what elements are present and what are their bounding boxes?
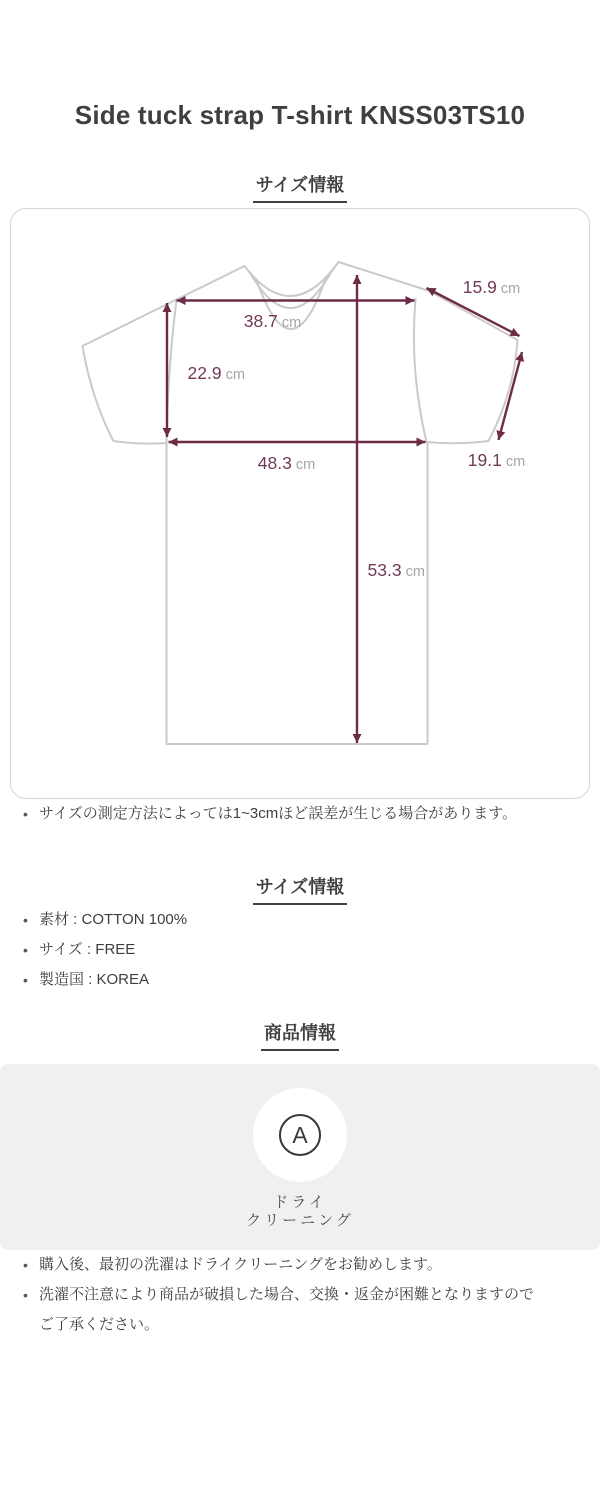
spec-item-material: • 素材 : COTTON 100% <box>22 905 590 935</box>
spec-list <box>0 905 600 995</box>
spec-item-country: • 製造国 : KOREA <box>22 965 590 995</box>
measurement-shoulder-width: 38.7 cm <box>243 311 302 331</box>
sleeve-opening-arrow <box>499 352 523 440</box>
size-diagram <box>11 209 588 797</box>
dry-clean-symbol <box>253 1064 347 1182</box>
dry-cleaning-icon: A <box>279 1114 321 1156</box>
care-label-line2: クリーニング <box>246 1211 354 1229</box>
measurement-armhole-depth: 22.9 cm <box>187 363 245 383</box>
measurement-sleeve-opening: 19.1 cm <box>467 450 526 470</box>
size-info-heading: サイズ情報 <box>0 175 600 203</box>
measurement-total-length: 53.3 cm <box>367 560 425 580</box>
tshirt-outline <box>83 262 521 744</box>
size-note-item: • サイズの測定方法によっては1~3cmほど誤差が生じる場合があります。 <box>22 799 590 829</box>
product-info-heading: 商品情報 <box>0 1023 600 1051</box>
spec-item-size: • サイズ : FREE <box>22 935 590 965</box>
collar-inner <box>250 268 334 308</box>
collar-outer <box>245 262 339 296</box>
product-title: Side tuck strap T-shirt KNSS03TS10 <box>74 100 526 130</box>
right-armhole-seam <box>414 299 427 442</box>
care-note-list <box>0 1250 600 1340</box>
care-label-line1: ドライ <box>273 1194 327 1211</box>
care-symbol-background <box>253 1088 347 1182</box>
care-note-item: • 洗濯不注意により商品が破損した場合、交換・返金が困難となりますのでご了承ください。 <box>22 1280 541 1340</box>
measurement-sleeve-length: 15.9 cm <box>462 277 521 297</box>
measurement-arrows <box>167 275 522 743</box>
care-panel <box>0 1064 600 1250</box>
size-diagram-card <box>10 208 590 799</box>
measurement-chest-width: 48.3 cm <box>257 453 316 473</box>
size-note-list <box>0 799 600 829</box>
care-symbol-label <box>0 1194 600 1229</box>
care-note-item: • 購入後、最初の洗濯はドライクリーニングをお勧めします。 <box>22 1250 590 1280</box>
spec-heading: サイズ情報 <box>0 877 600 905</box>
